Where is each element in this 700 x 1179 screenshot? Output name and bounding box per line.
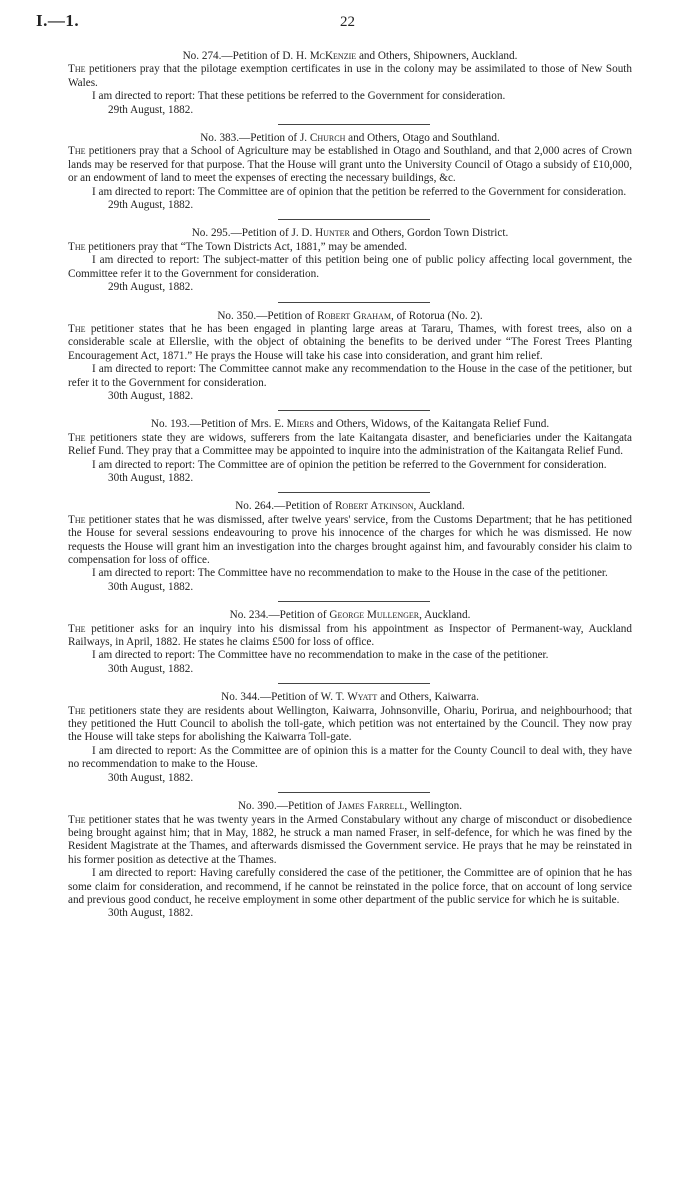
petition-title: No. 295.—Petition of J. D. Hunter and Others, Gordon Town District. (191, 227, 509, 240)
petition-title: No. 390.—Petition of James Farrell, Wellington. (237, 800, 463, 813)
petition-date: 30th August, 1882. (108, 471, 194, 484)
petition-report: I am directed to report: The Committee have no recommendation to make in the case of the petitioner. (92, 649, 549, 662)
petition-entry (68, 609, 632, 676)
section-divider (278, 792, 430, 793)
petition-report: I am directed to report: The Committee are of opinion the petition be referred to the Government for consideration. (92, 458, 607, 471)
section-divider (278, 219, 430, 220)
section-divider (278, 302, 430, 303)
petition-report: I am directed to report: That these petitions be referred to the Government for consideration. (92, 90, 506, 103)
petition-body: The petitioners pray that the pilotage exemption certificates in use in the colony may be assimilated to those of New South Wales. (68, 63, 632, 89)
petition-entry (68, 310, 632, 404)
petition-title: No. 193.—Petition of Mrs. E. Miers and Others, Widows, of the Kaitangata Relief Fund. (150, 418, 550, 431)
petition-report: I am directed to report: The Committee have no recommendation to make to the House in the case of the petitioner. (92, 567, 608, 580)
petition-title: No. 344.—Petition of W. T. Wyatt and Others, Kaiwarra. (221, 691, 479, 704)
petition-date: 29th August, 1882. (108, 281, 194, 294)
petition-date: 30th August, 1882. (108, 389, 194, 402)
petition-entry (68, 691, 632, 785)
petition-entry (68, 227, 632, 294)
petition-title: No. 264.—Petition of Robert Atkinson, Auckland. (235, 500, 465, 513)
section-divider (278, 601, 430, 602)
petition-body: The petitioners state they are residents about Wellington, Kaiwarra, Johnsonville, Ohariu, Porirua, and neighbourhood; that they petitioned the Hutt Council to abolish the toll-gate, which petition was not entertained by the Council. They now pray the House will take steps for abolishing the Kaiwarra Toll-gate. (68, 704, 632, 744)
petition-body: The petitioner states that he was twenty years in the Armed Constabulary without any charge of misconduct or disobedience being brought against him; that in May, 1882, he struck a man named Fraser, in self-defence, for which he was fined by the Resident Magistrate at the Thames, and afterwards dismissed the Government service. He prays that he may be reinstated in his former position as detective at the Thames. (68, 813, 632, 866)
section-divider (278, 410, 430, 411)
petition-date: 30th August, 1882. (108, 907, 194, 920)
document-reference: I.—1. (36, 11, 80, 30)
petition-date: 29th August, 1882. (108, 103, 194, 116)
petition-title: No. 234.—Petition of George Mullenger, Auckland. (229, 609, 471, 622)
petition-entry (68, 800, 632, 921)
petition-date: 30th August, 1882. (108, 662, 194, 675)
petition-body: The petitioners pray that “The Town Districts Act, 1881,” may be amended. (68, 240, 407, 253)
petition-body: The petitioner states that he was dismissed, after twelve years' service, from the Customs Department; that he has petitioned the House for several sessions endeavouring to prove his innocence of the charges for which he was dismissed. He now requests the House will grant him an investigation into the charges brought against him, and favourably consider his claim to compensation for loss of office. (68, 513, 632, 566)
petition-date: 30th August, 1882. (108, 580, 194, 593)
petition-report: I am directed to report: As the Committee are of opinion this is a matter for the County Council to deal with, they have no recommendation to make to the House. (68, 744, 632, 771)
petition-body: The petitioner asks for an inquiry into his dismissal from his appointment as Inspector of Permanent-way, Auckland Railways, in April, 1882. He states he claims £500 for loss of office. (68, 622, 632, 649)
petition-entry (68, 50, 632, 117)
petition-body: The petitioners pray that a School of Agriculture may be established in Otago and Southland, and that 2,000 acres of Crown lands may be reserved for that purpose. That the House will grant unto the University Council of Otago a subsidy of £10,000, or an endowment of land to meet the expenses of erecting the necessary buildings, &c. (68, 145, 632, 185)
petition-report: I am directed to report: Having carefully considered the case of the petitioner, the Committee are of opinion that he has some claim for consideration, and recommend, if he cannot be reinstated in the police force, that on account of long service and previous good conduct, he receive employment in some other department of the public service for which he is suitable. (68, 867, 632, 906)
petitions-list (68, 50, 632, 921)
petition-body: The petitioners state they are widows, sufferers from the late Kaitangata disaster, and beneficiaries under the Kaitangata Relief Fund. They pray that a Committee may be appointed to inquire into the administration of the Kaitangata Relief Fund. (68, 431, 632, 458)
petition-report: I am directed to report: The Committee are of opinion that the petition be referred to the Government for consideration. (92, 185, 627, 198)
section-divider (278, 683, 430, 684)
petition-title: No. 274.—Petition of D. H. McKenzie and Others, Shipowners, Auckland. (182, 50, 518, 62)
petition-entry (68, 500, 632, 594)
petition-entry (68, 132, 632, 212)
petition-title: No. 350.—Petition of Robert Graham, of Rotorua (No. 2). (217, 309, 483, 322)
petition-title: No. 383.—Petition of J. Church and Others, Otago and Southland. (200, 132, 500, 145)
page-number: 22 (340, 14, 355, 30)
petition-date: 30th August, 1882. (108, 771, 194, 784)
petition-report: I am directed to report: The Committee cannot make any recommendation to the House in the case of the petitioner, but refer it to the Government for consideration. (68, 363, 632, 389)
petition-date: 29th August, 1882. (108, 199, 194, 212)
petition-report: I am directed to report: The subject-matter of this petition being one of public policy affecting local government, the Committee refer it to the Government for consideration. (68, 254, 632, 280)
petition-body: The petitioner states that he has been engaged in planting large areas at Tararu, Thames, with forest trees, also on a considerable scale at Ellerslie, with the object of obtaining the benefits to be derived under “The Forest Trees Planting Encouragement Act, 1871.” He prays the House will take his case into consideration, and grant him relief. (68, 322, 632, 362)
section-divider (278, 124, 430, 125)
petition-entry (68, 418, 632, 485)
section-divider (278, 492, 430, 493)
